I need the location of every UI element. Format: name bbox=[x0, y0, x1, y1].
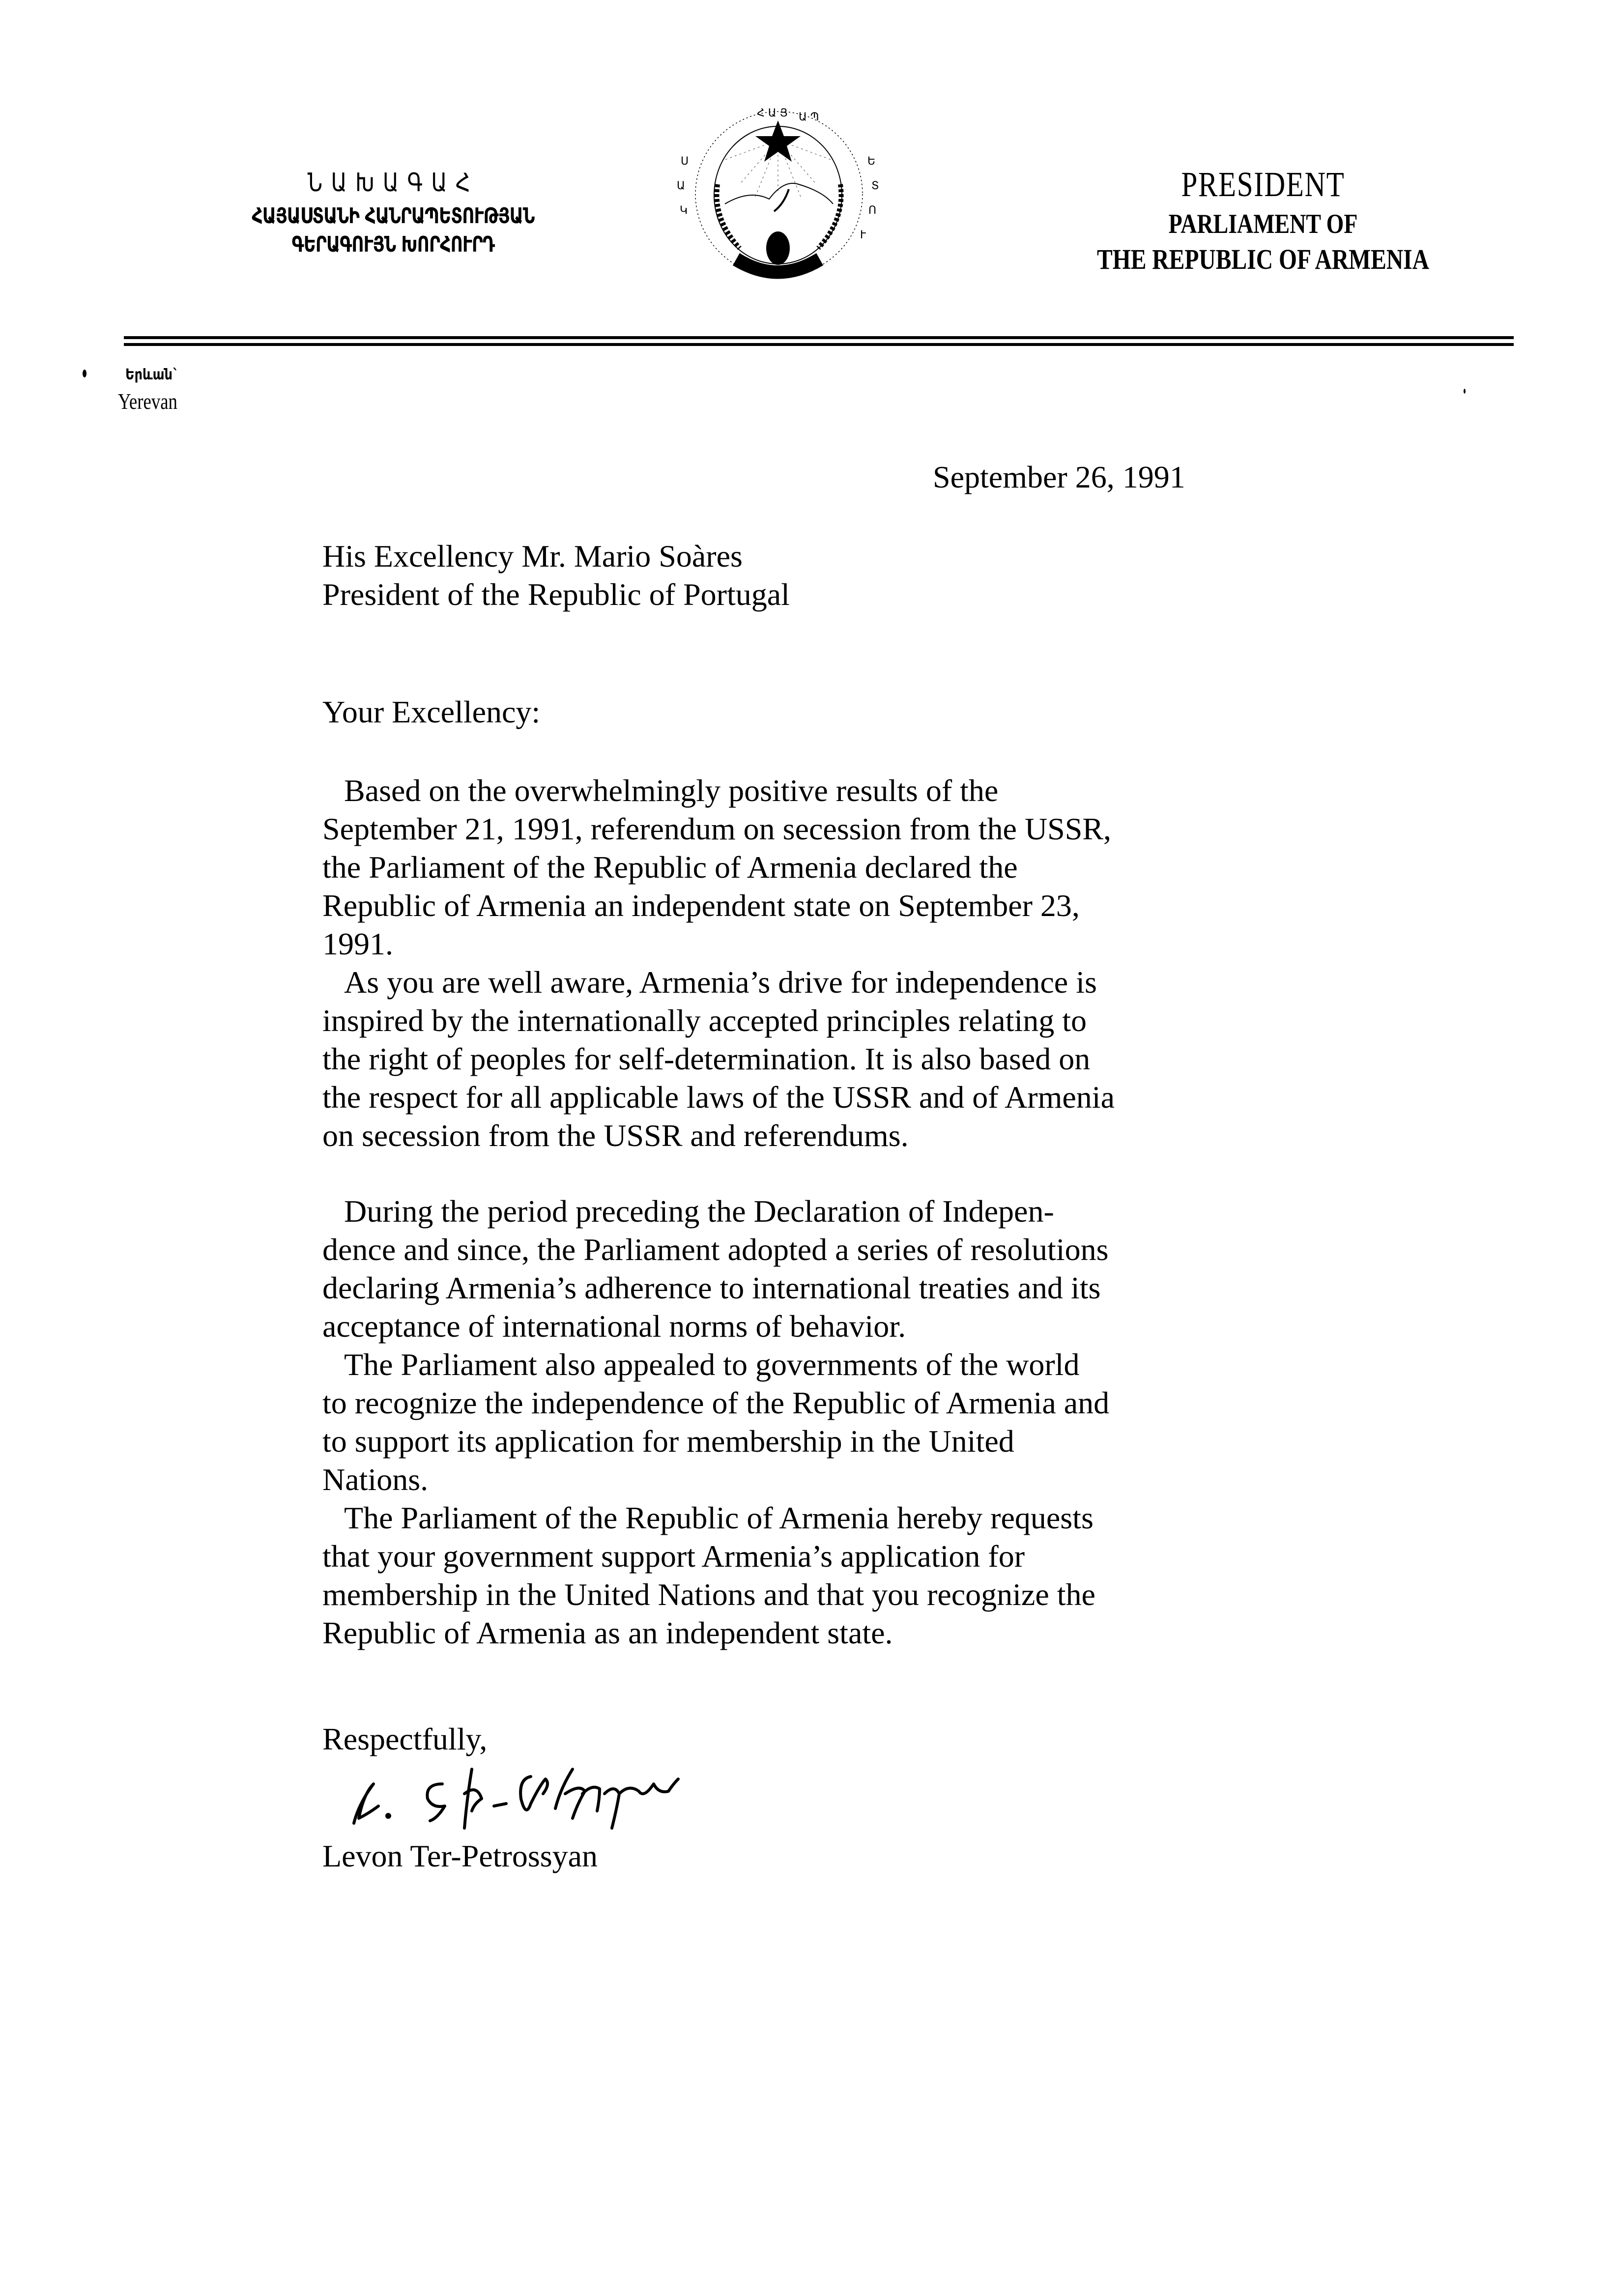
english-line-3: THE REPUBLIC OF ARMENIA bbox=[1096, 243, 1430, 275]
svg-text:Ա Պ: Ա Պ bbox=[799, 111, 819, 123]
paragraph-line: Republic of Armenia an independent state on September 23, bbox=[322, 888, 1080, 923]
paragraph-line: the right of peoples for self-determination. It is also based on bbox=[322, 1041, 1091, 1076]
scan-speck bbox=[1464, 389, 1466, 394]
armenian-line-3: ԳԵՐԱԳՈՒՅՆ ԽՈՐՀՈՒՐԴ bbox=[291, 232, 495, 257]
location-english: Yerevan bbox=[118, 389, 177, 414]
english-line-2: PARLIAMENT OF bbox=[1168, 209, 1358, 239]
paragraph-line: to recognize the independence of the Republic of Armenia and bbox=[322, 1385, 1110, 1420]
letterhead-english bbox=[983, 165, 1543, 277]
paragraph-line: The Parliament also appealed to governments of the world bbox=[344, 1347, 1080, 1382]
svg-text:Հ Ա Յ: Հ Ա Յ bbox=[757, 107, 788, 119]
paragraph-line: declaring Armenia’s adherence to international treaties and its bbox=[322, 1270, 1101, 1305]
paragraph-line: inspired by the internationally accepted principles relating to bbox=[322, 1003, 1087, 1038]
handwritten-signature-icon bbox=[324, 1764, 963, 1838]
paragraph-line: acceptance of international norms of behavior. bbox=[322, 1309, 906, 1344]
paragraph-1 bbox=[322, 772, 1111, 963]
paragraph-line: During the period preceding the Declaration of Indepen- bbox=[344, 1194, 1054, 1229]
recipient-name: His Excellency Mr. Mario Soàres bbox=[322, 539, 743, 574]
header-divider-bottom bbox=[124, 343, 1514, 346]
coat-of-arms-seal-icon bbox=[666, 106, 892, 287]
paragraph-line: As you are well aware, Armenia’s drive for independence is bbox=[344, 965, 1097, 1000]
paragraph-line: Based on the overwhelmingly positive results of the bbox=[344, 773, 999, 808]
closing: Respectfully, bbox=[322, 1722, 488, 1756]
paragraph-line: the respect for all applicable laws of the USSR and of Armenia bbox=[322, 1080, 1115, 1115]
armenian-title: ՆԱԽԱԳԱՀ bbox=[307, 168, 479, 198]
paragraph-line: the Parliament of the Republic of Armenia declared the bbox=[322, 850, 1018, 885]
letter-date: September 26, 1991 bbox=[933, 459, 1185, 494]
svg-text:Ո: Ո bbox=[868, 204, 877, 217]
paragraph-line: Nations. bbox=[322, 1462, 429, 1497]
paragraph-line: that your government support Armenia’s application for bbox=[322, 1539, 1025, 1574]
paragraph-line: on secession from the USSR and referendums. bbox=[322, 1118, 909, 1153]
location-armenian: Երևան` bbox=[125, 366, 179, 383]
header-divider-top bbox=[124, 336, 1514, 339]
recipient-block bbox=[322, 537, 790, 614]
salutation: Your Excellency: bbox=[322, 694, 541, 729]
paragraph-line: Republic of Armenia as an independent state. bbox=[322, 1615, 893, 1650]
svg-text:Տ: Տ bbox=[871, 180, 879, 192]
paragraph-2 bbox=[322, 963, 1115, 1155]
paragraph-line: September 21, 1991, referendum on secession from the USSR, bbox=[322, 811, 1112, 846]
svg-text:Ւ: Ւ bbox=[860, 229, 866, 241]
paragraph-line: dence and since, the Parliament adopted a series of resolutions bbox=[322, 1232, 1109, 1267]
paragraph-line: membership in the United Nations and that you recognize the bbox=[322, 1577, 1095, 1612]
paragraph-3 bbox=[322, 1192, 1109, 1652]
paragraph-line: to support its application for membership in the United bbox=[322, 1424, 1014, 1459]
paragraph-line: 1991. bbox=[322, 926, 393, 961]
recipient-title: President of the Republic of Portugal bbox=[322, 577, 790, 612]
svg-text:Ե: Ե bbox=[867, 155, 876, 168]
scan-speck bbox=[83, 370, 86, 377]
svg-text:Ս: Ս bbox=[681, 155, 689, 168]
svg-text:Կ: Կ bbox=[680, 204, 688, 217]
svg-text:Ա: Ա bbox=[677, 180, 685, 192]
letterhead-armenian bbox=[147, 167, 639, 258]
armenian-line-2: ՀԱՅԱՍՏԱՆԻ ՀԱՆՐԱՊԵՏՈՒԹՅԱՆ bbox=[252, 203, 535, 229]
signer-name: Levon Ter-Petrossyan bbox=[322, 1838, 598, 1873]
english-title: PRESIDENT bbox=[1181, 165, 1345, 204]
paragraph-line: The Parliament of the Republic of Armenia hereby requests bbox=[344, 1500, 1094, 1535]
